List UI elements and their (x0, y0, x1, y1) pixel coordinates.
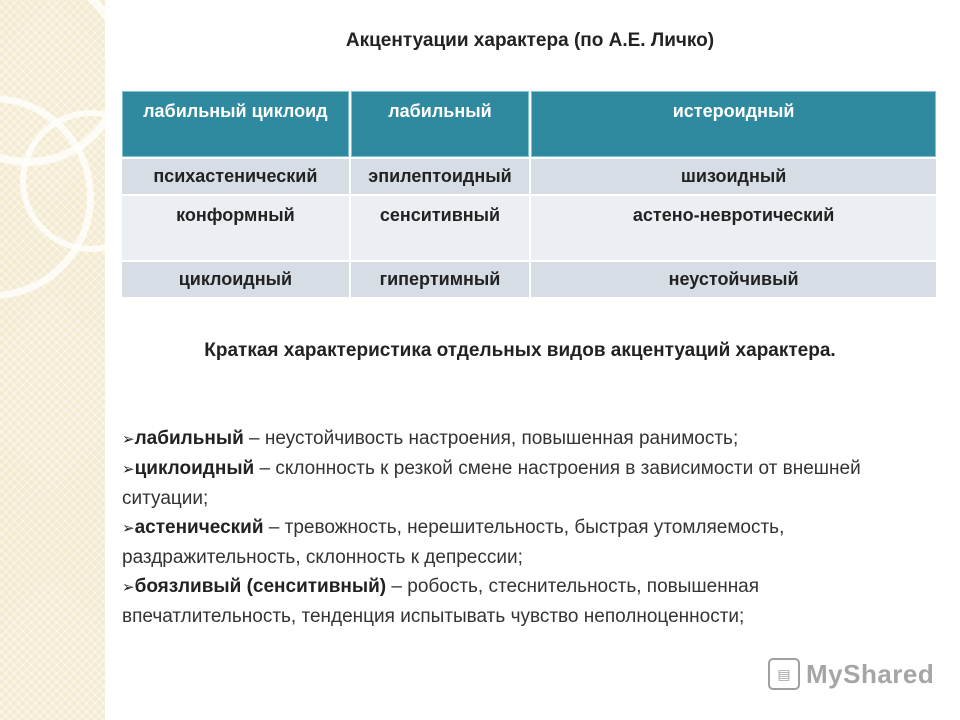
myshared-watermark (768, 657, 934, 691)
list-item (122, 513, 932, 572)
table-cell: конформный (122, 196, 349, 260)
accentuation-table (120, 89, 938, 299)
item-description: – неустойчивость настроения, повышенная ранимость; (243, 428, 739, 449)
table-cell: лабильный (351, 91, 529, 157)
item-term: боязливый (сенситивный) (134, 576, 387, 597)
arrow-bullet-icon: ➢ (122, 579, 135, 596)
table-header-row (122, 91, 936, 157)
table-cell: циклоидный (122, 262, 349, 297)
table-row (122, 262, 936, 297)
table-cell: неустойчивый (531, 262, 936, 297)
list-item (122, 454, 932, 513)
table-row (122, 159, 936, 194)
table-cell: гипертимный (351, 262, 529, 297)
item-term: циклоидный (134, 458, 255, 479)
section-subtitle: Краткая характеристика отдельных видов акцентуаций характера. (204, 340, 836, 361)
item-description: – склонность к резкой смене настроения в зависимости от внешней ситуации; (122, 458, 861, 509)
table-cell: шизоидный (531, 159, 936, 194)
item-term: астенический (134, 517, 264, 538)
table-cell: истероидный (531, 91, 936, 157)
presentation-icon: ▤ (768, 658, 800, 690)
table-cell: психастенический (122, 159, 349, 194)
arrow-bullet-icon: ➢ (122, 431, 135, 448)
characteristics-list (122, 424, 932, 631)
item-description: – тревожность, нерешительность, быстрая утомляемость, раздражительность, склонность к депрессии; (122, 517, 785, 568)
table-cell: эпилептоидный (351, 159, 529, 194)
table-row (122, 196, 936, 260)
arrow-bullet-icon: ➢ (122, 461, 135, 478)
arrow-bullet-icon: ➢ (122, 520, 135, 537)
decorative-side-strip (0, 0, 105, 720)
item-term: лабильный (134, 428, 244, 449)
slide-title: Акцентуации характера (по А.Е. Личко) (345, 30, 715, 51)
table-cell: сенситивный (351, 196, 529, 260)
table-cell: астено-невротический (531, 196, 936, 260)
list-item (122, 572, 932, 631)
list-item (122, 424, 932, 454)
item-description: – робость, стеснительность, повышенная впечатлительность, тенденция испытывать чувство неполноценности; (122, 576, 760, 627)
table-cell: лабильный циклоид (122, 91, 349, 157)
watermark-text: MyShared (806, 658, 935, 689)
